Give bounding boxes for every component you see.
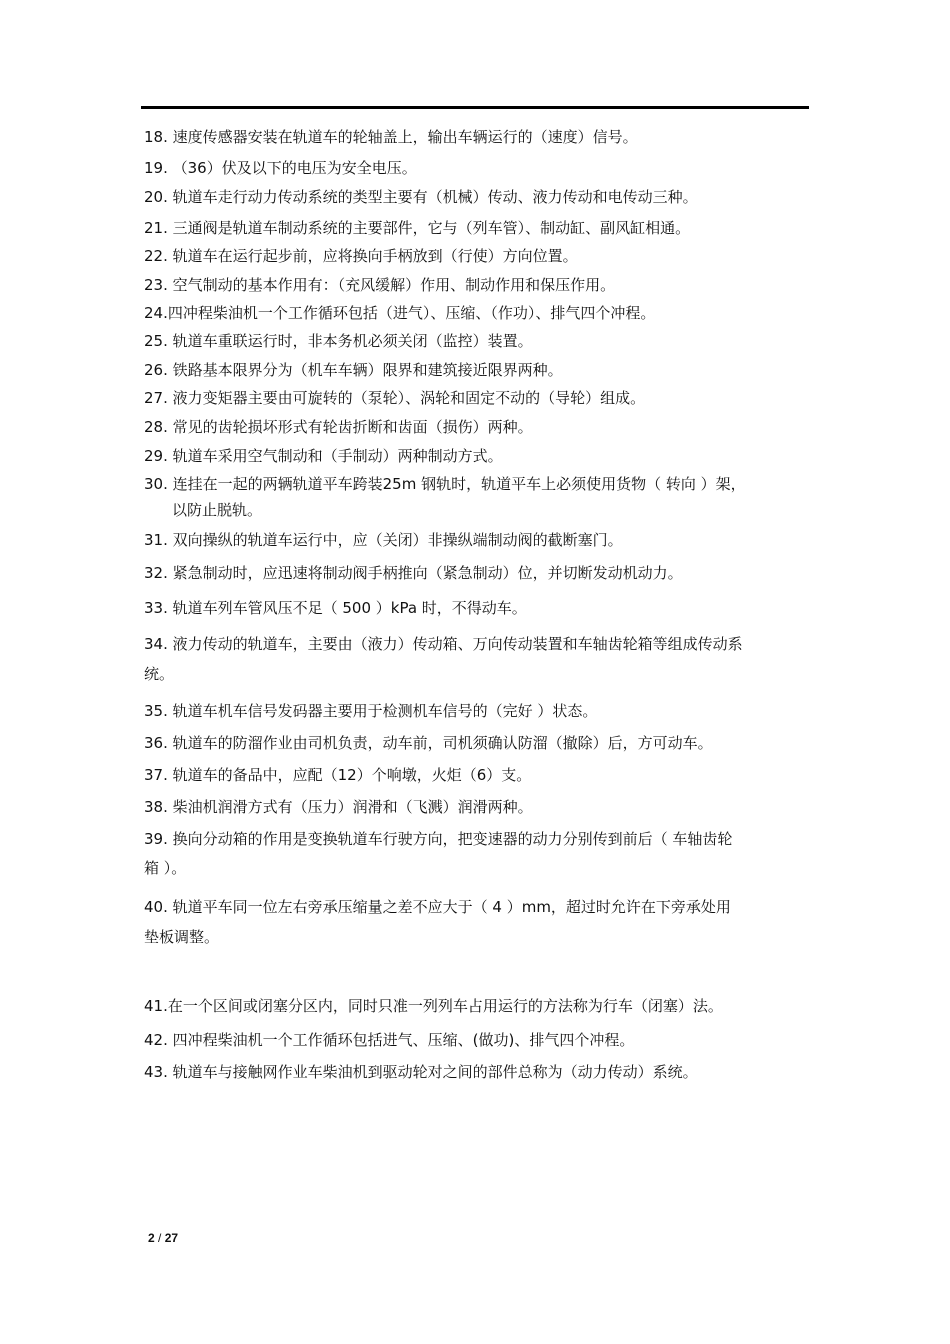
list-item: 28. 常见的齿轮损坏形式有轮齿折断和齿面（损伤）两种。 [144, 418, 533, 436]
list-item: 31. 双向操纵的轨道车运行中，应（关闭）非操纵端制动阀的截断塞门。 [144, 531, 623, 549]
list-item: 38. 柴油机润滑方式有（压力）润滑和（飞溅）润滑两种。 [144, 798, 533, 816]
list-item: 41.在一个区间或闭塞分区内，同时只准一列列车占用运行的方法称为行车（闭塞）法。 [144, 997, 723, 1015]
list-item: 29. 轨道车采用空气制动和（手制动）两种制动方式。 [144, 447, 503, 465]
current-page: 2 [148, 1231, 155, 1245]
list-item-continuation: 箱 ）。 [144, 859, 187, 877]
page-number [148, 1231, 178, 1245]
list-item: 18. 速度传感器安装在轨道车的轮轴盖上，输出车辆运行的（速度）信号。 [144, 128, 638, 146]
page-separator: / [154, 1231, 165, 1245]
list-item: 34. 液力传动的轨道车，主要由（液力）传动箱、万向传动装置和车轴齿轮箱等组成传动系 [144, 635, 743, 653]
list-item: 36. 轨道车的防溜作业由司机负责，动车前，司机须确认防溜（撤除）后，方可动车。 [144, 734, 713, 752]
list-item: 21. 三通阀是轨道车制动系统的主要部件，它与（列车管）、制动缸、副风缸相通。 [144, 219, 691, 237]
list-item: 32. 紧急制动时，应迅速将制动阀手柄推向（紧急制动）位，并切断发动机动力。 [144, 564, 683, 582]
list-item: 39. 换向分动箱的作用是变换轨道车行驶方向，把变速器的动力分别传到前后（ 车轴齿轮 [144, 830, 733, 848]
list-item: 25. 轨道车重联运行时，非本务机必须关闭（监控）装置。 [144, 332, 533, 350]
list-item: 22. 轨道车在运行起步前，应将换向手柄放到（行使）方向位置。 [144, 247, 578, 265]
list-item-continuation: 垫板调整。 [144, 928, 220, 946]
list-item: 26. 铁路基本限界分为（机车车辆）限界和建筑接近限界两种。 [144, 361, 563, 379]
list-item: 19. （36）伏及以下的电压为安全电压。 [144, 159, 417, 177]
list-item: 24.四冲程柴油机一个工作循环包括（进气）、压缩、（作功）、排气四个冲程。 [144, 304, 656, 322]
list-item-continuation: 统。 [144, 665, 175, 683]
list-item: 35. 轨道车机车信号发码器主要用于检测机车信号的（完好 ）状态。 [144, 702, 598, 720]
list-item: 42. 四冲程柴油机一个工作循环包括进气、压缩、(做功)、排气四个冲程。 [144, 1031, 635, 1049]
list-item: 43. 轨道车与接触网作业车柴油机到驱动轮对之间的部件总称为（动力传动）系统。 [144, 1063, 698, 1081]
list-item: 37. 轨道车的备品中，应配（12）个响墩，火炬（6）支。 [144, 766, 532, 784]
list-item: 27. 液力变矩器主要由可旋转的（泵轮）、涡轮和固定不动的（导轮）组成。 [144, 389, 646, 407]
list-item: 40. 轨道平车同一位左右旁承压缩量之差不应大于（ 4 ）mm，超过时允许在下旁承处用 [144, 898, 731, 916]
list-item: 30. 连挂在一起的两辆轨道平车跨装25m 钢轨时，轨道平车上必须使用货物（ 转向 ）架， [144, 475, 746, 493]
list-item: 33. 轨道车列车管风压不足（ 500 ）kPa 时，不得动车。 [144, 599, 527, 617]
total-pages: 27 [164, 1231, 179, 1245]
list-item-continuation: 以防止脱轨。 [172, 501, 263, 519]
list-item: 20. 轨道车走行动力传动系统的类型主要有（机械）传动、液力传动和电传动三种。 [144, 188, 698, 206]
list-item: 23. 空气制动的基本作用有：（充风缓解）作用、制动作用和保压作用。 [144, 276, 616, 294]
header-rule [141, 106, 809, 109]
